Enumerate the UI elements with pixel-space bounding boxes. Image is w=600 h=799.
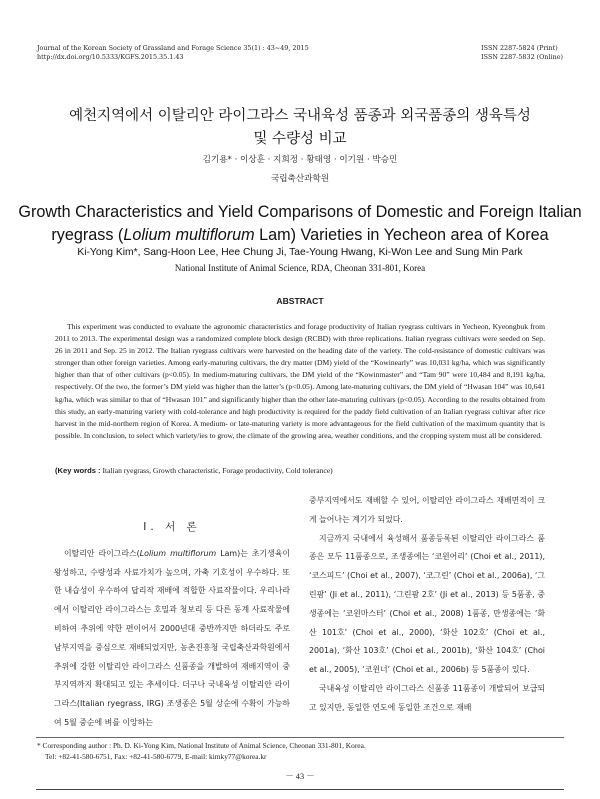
korean-title-line1: 예천지역에서 이탈리안 라이그라스 국내육성 품종과 외국품종의 생육특성 bbox=[69, 108, 531, 124]
korean-institute: 국립축산과학원 bbox=[270, 174, 330, 184]
keywords bbox=[55, 465, 545, 477]
issn-online: ISSN 2287-5832 (Online) bbox=[481, 53, 563, 61]
english-title-line1: Growth Characteristics and Yield Comparisons of Domestic and Foreign Italian bbox=[18, 203, 582, 221]
journal-header bbox=[37, 44, 309, 62]
keywords-label: (Key words : bbox=[55, 466, 101, 475]
body-column-right bbox=[309, 492, 545, 718]
korean-authors: 김기용* · 이상훈 · 지희정 · 황태영 · 이기원 · 박승민 bbox=[202, 155, 398, 165]
intro-paragraph-2: 지금까지 국내에서 육성해서 품종등록된 이탈리안 라이그라스 품종은 모두 11품종으로, 조생종에는 ‘코윈어리’ (Choi et al., 2011), ‘코스피드’ (Choi et al., 2007), ‘코그린’ (Choi et al., 2006a), ‘그린팜’ (Ji et al., 2011), ‘그린팜 2호’ (Ji et al., 2013) 등 5품종, 중생종에는 ‘코윈마스터’ (Choi et al., 2008) 1품종, 만생종에는 ‘화산 101호’ (Choi et al., 2000), ‘화산 102호’ (Choi et al., 2001a), ‘화산 103호’ (Choi et al., 2001b), ‘화산 104호’ (Choi et al., 2005), ‘코윈너’ (Choi et al., 2006b) 등 5품종이 있다. bbox=[309, 533, 545, 675]
intro-paragraph-1-cont: 중부지역에서도 재배할 수 있어, 이탈리안 라이그라스 재배면적이 크게 늘어나는 계기가 되었다. bbox=[309, 496, 545, 524]
keywords-text: Italian ryegrass, Growth characteristic, Forage productivity, Cold tolerance) bbox=[100, 466, 333, 475]
abstract-text: This experiment was conducted to evaluate the agronomic characteristics and forage productivity of Italian ryegrass cultivars in Yecheon, Kyeongbuk from 2011 to 2013. The experimental design was a randomized complete block design (RCBD) with three replications. Italian ryegrass cultivars were seeded on Sep. 26 in 2011 and Sep. 25 in 2012. The Italian ryegrass cultivars were harvested on the heading date of the variety. The cold-resistance of domestic cultivars was stronger than other foreign varieties. Among early-maturing cultivars, the dry matter (DM) yield of the “Kowinearly” was 10,031 kg/ha, which was significantly higher than that of other cultivars (p<0.05). In medium-maturing cultivars, the DM yield of the “Kowinmaster” and “Tam 90” were 10,484 and 8,191 kg/ha, respectively. Of the two, the former’s DM yield was higher than the latter’s (p<0.05). Among late-maturing cultivars, the DM yield of “Hwasan 104” was 10,641 kg/ha, which was similar to that of “Hwasan 101” and significantly higher than the other late-maturing cultivars (p<0.05). According to the results obtained from this study, an early-maturing variety with cold-tolerance and high productivity is required for the paddy field cultivation of an Italian ryegrass cultivar after rice harvest in the mid-northern region of Korea. A medium- or late-maturing variety is more advantageous for the field cultivation of the maximum quantity that is possible. In conclusion, to select which variety/ies to grow, the climate of the growing area, weather conditions, and the cropping system must all be considered. bbox=[55, 322, 545, 440]
english-authors: Ki-Yong Kim*, Sang-Hoon Lee, Hee Chung Ji, Tae-Young Hwang, Ki-Won Lee and Sung Min Park bbox=[77, 247, 523, 258]
english-title-line2: ryegrass (Lolium multiflorum Lam) Varieties in Yecheon area of Korea bbox=[51, 226, 549, 244]
intro-paragraph-3: 국내육성 이탈리안 라이그라스 신품종 11품종이 개발되어 보급되고 있지만, 동일한 연도에 동일한 조건으로 재배 bbox=[309, 683, 545, 712]
issn-block bbox=[481, 44, 563, 62]
species-name: Lolium multiflorum bbox=[123, 226, 255, 244]
abstract-heading: ABSTRACT bbox=[276, 296, 324, 306]
issn-print: ISSN 2287-5824 (Print) bbox=[481, 44, 558, 52]
bottom-rule bbox=[36, 789, 564, 790]
english-institute: National Institute of Animal Science, RDA, Cheonan 331-801, Korea bbox=[174, 263, 426, 273]
doi-link[interactable]: http://dx.doi.org/10.5333/KGFS.2015.35.1.43 bbox=[37, 53, 184, 61]
section-heading-introduction: Ⅰ. 서 론 bbox=[143, 521, 201, 533]
page-number: － 43 － bbox=[285, 772, 315, 781]
corresponding-author-footnote bbox=[37, 740, 567, 762]
journal-citation: Journal of the Korean Society of Grassland and Forage Science 35(1) : 43~49, 2015 bbox=[37, 44, 309, 52]
footnote-line2: Tel: +82-41-580-6751, Fax: +82-41-580-6779, E-mail: kimky77@korea.kr bbox=[45, 752, 267, 761]
footnote-divider bbox=[36, 737, 564, 738]
korean-title-line2: 및 수량성 비교 bbox=[253, 131, 347, 147]
body-column-left bbox=[54, 518, 290, 733]
footnote-line1: * Corresponding author : Ph. D. Ki-Yong Kim, National Institute of Animal Science, Cheonan 331-801, Korea. bbox=[37, 741, 366, 750]
intro-paragraph-1: 이탈리안 라이그라스(Lolium multiflorum Lam)는 초기생육이 왕성하고, 수량성과 사료가치가 높으며, 가축 기호성이 우수하다. 또한 내습성이 우수하여 답리작 재배에 적합한 사료작물이다. 우리나라에서 이탈리안 라이그라스는 호밀과 청보리 등 다른 동계 사료작물에 비하여 추위에 약한 편이어서 2000년대 중반까지만 하더라도 주로 남부지역을 중심으로 재배되었지만, 농촌진흥청 국립축산과학원에서 추위에 강한 이탈리안 라이그라스 신품종을 개발하여 재배지역이 중부지역까지 확대되고 있는 추세이다. 더구나 국내육성 이탈리안 라이그라스(Italian ryegrass, IRG) 조생종은 5월 상순에 수확이 가능하여 5월 중순에 벼를 이앙하는 bbox=[54, 548, 290, 727]
